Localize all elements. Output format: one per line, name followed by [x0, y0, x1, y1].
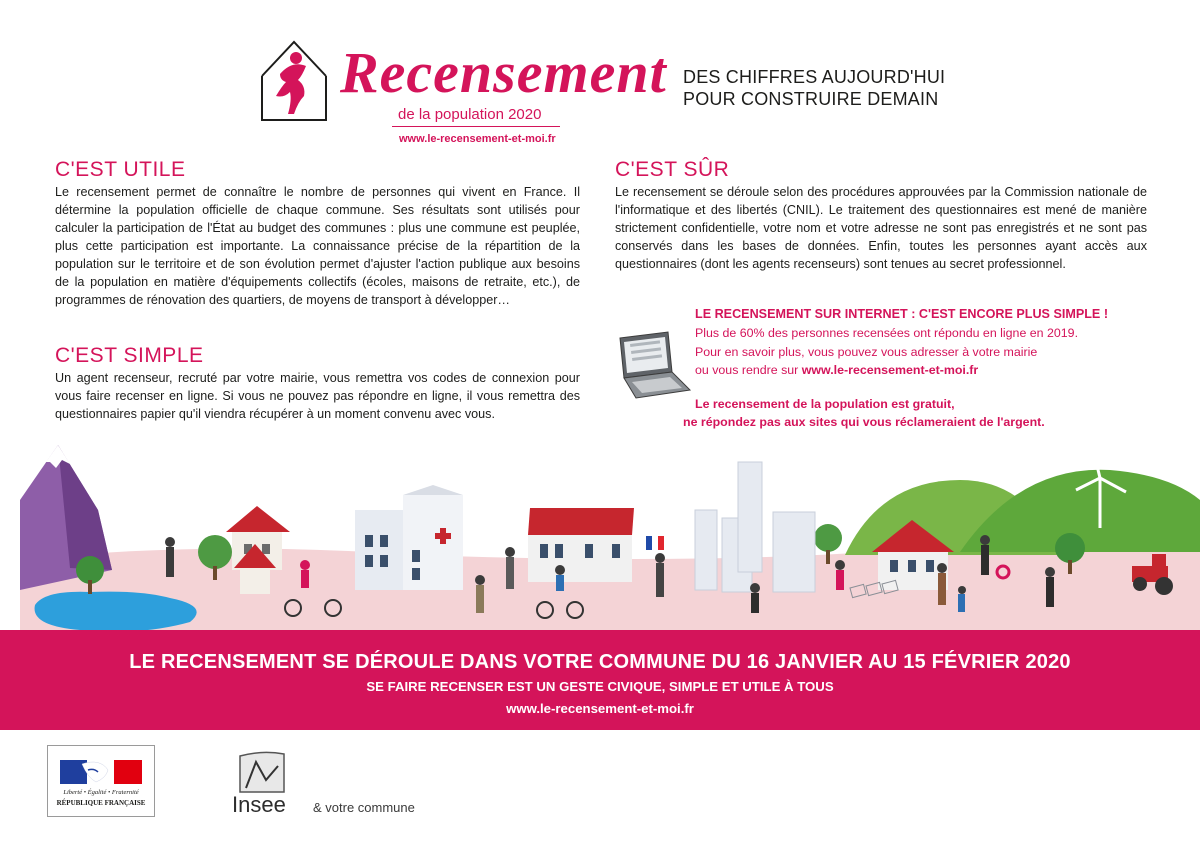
section-text-simple: Un agent recenseur, recruté par votre mairie, vous remettra vos codes de connexion pour vous faire recenser en ligne. Si vous ne pouvez pas répondre en ligne, il vous remettra des questionnaires papier qu'il viendra récupérer à un moment convenu avec vous.: [55, 371, 580, 421]
internet-url-link[interactable]: www.le-recensement-et-moi.fr: [801, 363, 979, 377]
brand-underline: [392, 126, 560, 127]
town-illustration: [0, 440, 1200, 640]
internet-heading: LE RECENSEMENT SUR INTERNET : C'EST ENCORE PLUS SIMPLE !: [695, 307, 1109, 321]
recensement-logo-icon: [258, 36, 330, 122]
commune-text: & votre commune: [313, 800, 415, 815]
hospital-building: [355, 485, 463, 590]
section-text-utile: Le recensement permet de connaître le nombre de personnes qui vivent en France. Il détermine la population officielle de chaque commune. Ses résultats sont utilisés pour calculer la participation de l'État au budget des communes : plus une commune est peuplée, plus cette participation est importante. La connaissance précise de la répartition de la population sur le territoire et de son évolution permet d'ajuster l'action publique aux besoins de la population en matière d'équipements collectifs (écoles, maisons de retraite, etc.), de programmes de rénovation des quartiers, de moyens de transport à développer…: [55, 185, 580, 307]
tagline: [683, 66, 945, 110]
brand-subtitle: de la population 2020: [398, 106, 542, 123]
rf-motto: Liberté • Égalité • Fraternité: [63, 789, 139, 796]
brand-title: Recensement: [340, 40, 667, 105]
insee-logo-icon: [232, 748, 292, 794]
section-title-utile: C'EST UTILE: [55, 158, 186, 181]
laptop-icon: [612, 330, 692, 400]
banner-url-link[interactable]: www.le-recensement-et-moi.fr: [506, 701, 694, 716]
internet-line-1: Plus de 60% des personnes recensées ont répondu en ligne en 2019.: [695, 326, 1079, 340]
insee-name: Insee: [232, 792, 286, 817]
warning-line-2: ne répondez pas aux sites qui vous réclameraient de l'argent.: [683, 415, 1045, 429]
banner-sub-text: SE FAIRE RECENSER EST UN GESTE CIVIQUE, SIMPLE ET UTILE À TOUS: [366, 679, 834, 694]
tagline-line-1: DES CHIFFRES AUJOURD'HUI: [683, 67, 946, 87]
section-title-simple: C'EST SIMPLE: [55, 344, 204, 367]
republique-francaise-logo: [47, 745, 155, 817]
warning-line-1: Le recensement de la population est gratuit,: [695, 397, 955, 411]
tower-blocks: [695, 462, 815, 592]
brand-url-link[interactable]: www.le-recensement-et-moi.fr: [399, 133, 556, 145]
internet-line-2: Pour en savoir plus, vous pouvez vous adresser à votre mairie: [695, 345, 1038, 359]
section-title-sur: C'EST SÛR: [615, 158, 730, 181]
internet-line-3-prefix: ou vous rendre sur: [695, 363, 802, 377]
section-text-sur: Le recensement se déroule selon des procédures approuvées par la Commission nationale de l'informatique et des libertés (CNIL). Le traitement des questionnaires est mené de manière strictement confidentielle, votre nom et votre adresse ne sont pas enregistrés et ne sont pas conservés dans les bases de données. Enfin, toutes les personnes ayant accès aux questionnaires (dont les agents recenseurs) sont tenues au secret professionnel.: [615, 185, 1147, 271]
rf-name: RÉPUBLIQUE FRANÇAISE: [56, 799, 146, 807]
banner-main-text: LE RECENSEMENT SE DÉROULE DANS VOTRE COMMUNE DU 16 JANVIER AU 15 FÉVRIER 2020: [129, 651, 1071, 673]
tagline-line-2: POUR CONSTRUIRE DEMAIN: [683, 89, 939, 109]
marianne-icon: [48, 746, 154, 788]
internet-line-3: [695, 363, 978, 377]
